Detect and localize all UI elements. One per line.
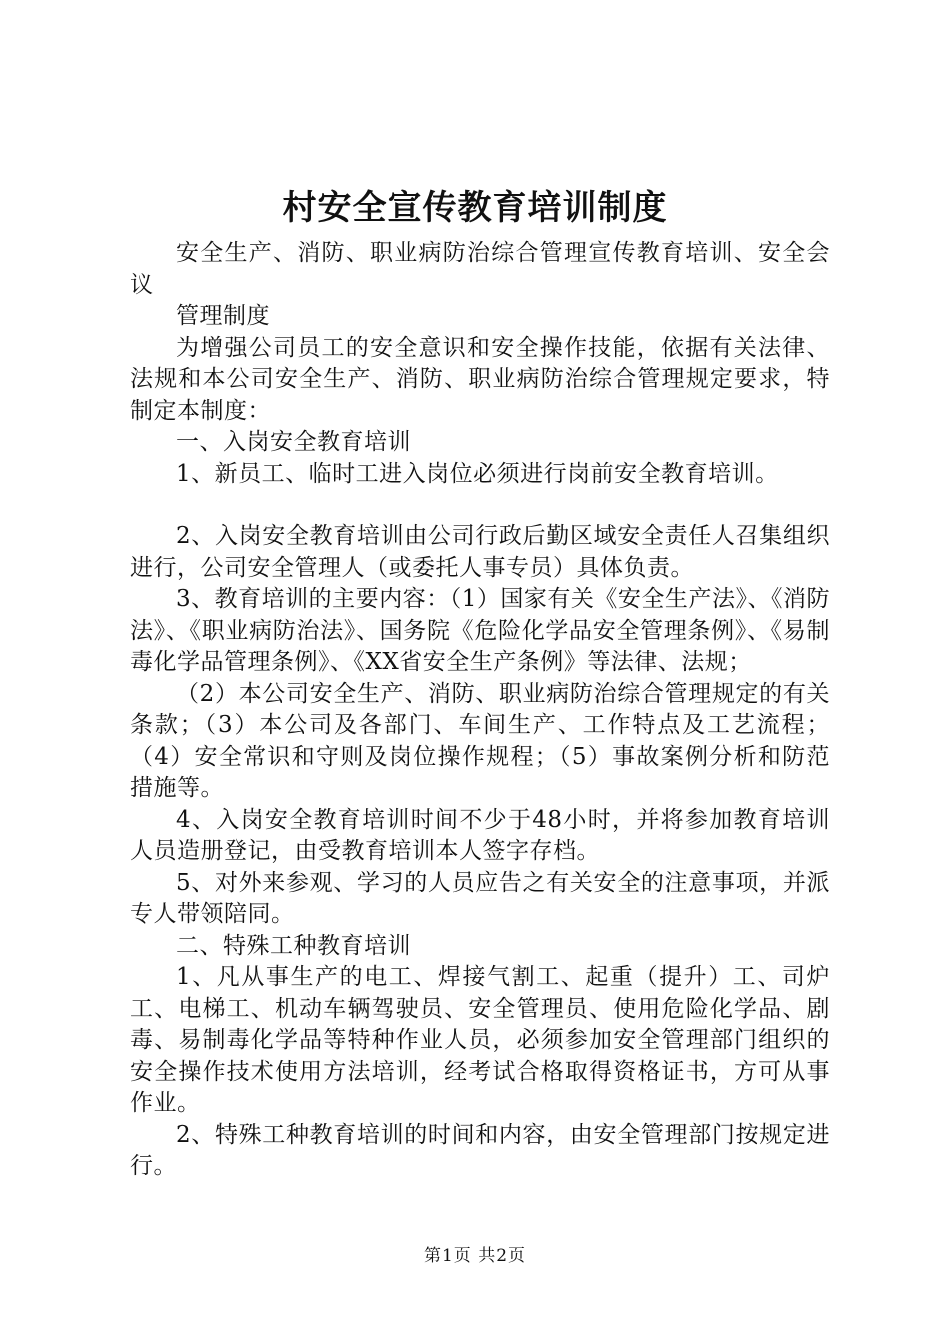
paragraph-intro-heading: 安全生产、消防、职业病防治综合管理宣传教育培训、安全会议 [130,240,830,298]
page-number-footer: 第1页 共2页 [423,1246,527,1266]
paragraph-item-2-1: 1、凡从事生产的电工、焊接气割工、起重（提升）工、司炉工、电梯工、机动车辆驾驶员、安全管理员、使用危险化学品、剧毒、易制毒化学品等特种作业人员，必须参加安全管理部门组织的安全操作技术使用方法培训，经考试合格取得资格证书，方可从事作业。 [130,964,830,1116]
document-title: 村安全宣传教育培训制度 [282,188,668,228]
paragraph-item-1-5: 5、对外来参观、学习的人员应告之有关安全的注意事项，并派专人带领陪同。 [130,869,830,927]
paragraph-purpose: 为增强公司员工的安全意识和安全操作技能，依据有关法律、法规和本公司安全生产、消防、职业病防治综合管理规定要求，特制定本制度： [130,334,830,424]
paragraph-item-2-2: 2、特殊工种教育培训的时间和内容，由安全管理部门按规定进行。 [130,1121,830,1179]
paragraph-item-1-3: 3、教育培训的主要内容：（1）国家有关《安全生产法》、《消防法》、《职业病防治法》、国务院《危险化学品安全管理条例》、《易制毒化学品管理条例》、《XX省安全生产条例》等法律、法规； [130,586,830,675]
document-body [130,238,830,1183]
paragraph-item-1-3-cont: （2）本公司安全生产、消防、职业病防治综合管理规定的有关条款；（3）本公司及各部门、车间生产、工作特点及工艺流程；（4）安全常识和守则及岗位操作规程；（5）事故案例分析和防范措施等。 [130,680,830,801]
section-heading-1: 一、入岗安全教育培训 [176,429,411,455]
paragraph-management-system: 管理制度 [176,303,270,329]
paragraph-item-1-2: 2、入岗安全教育培训由公司行政后勤区域安全责任人召集组织进行，公司安全管理人（或委托人事专员）具体负责。 [130,523,830,581]
paragraph-item-1-4: 4、入岗安全教育培训时间不少于48小时，并将参加教育培训人员造册登记，由受教育培训本人签字存档。 [130,806,830,864]
paragraph-item-1-1: 1、新员工、临时工进入岗位必须进行岗前安全教育培训。 [176,460,779,487]
section-heading-2: 二、特殊工种教育培训 [176,932,411,959]
